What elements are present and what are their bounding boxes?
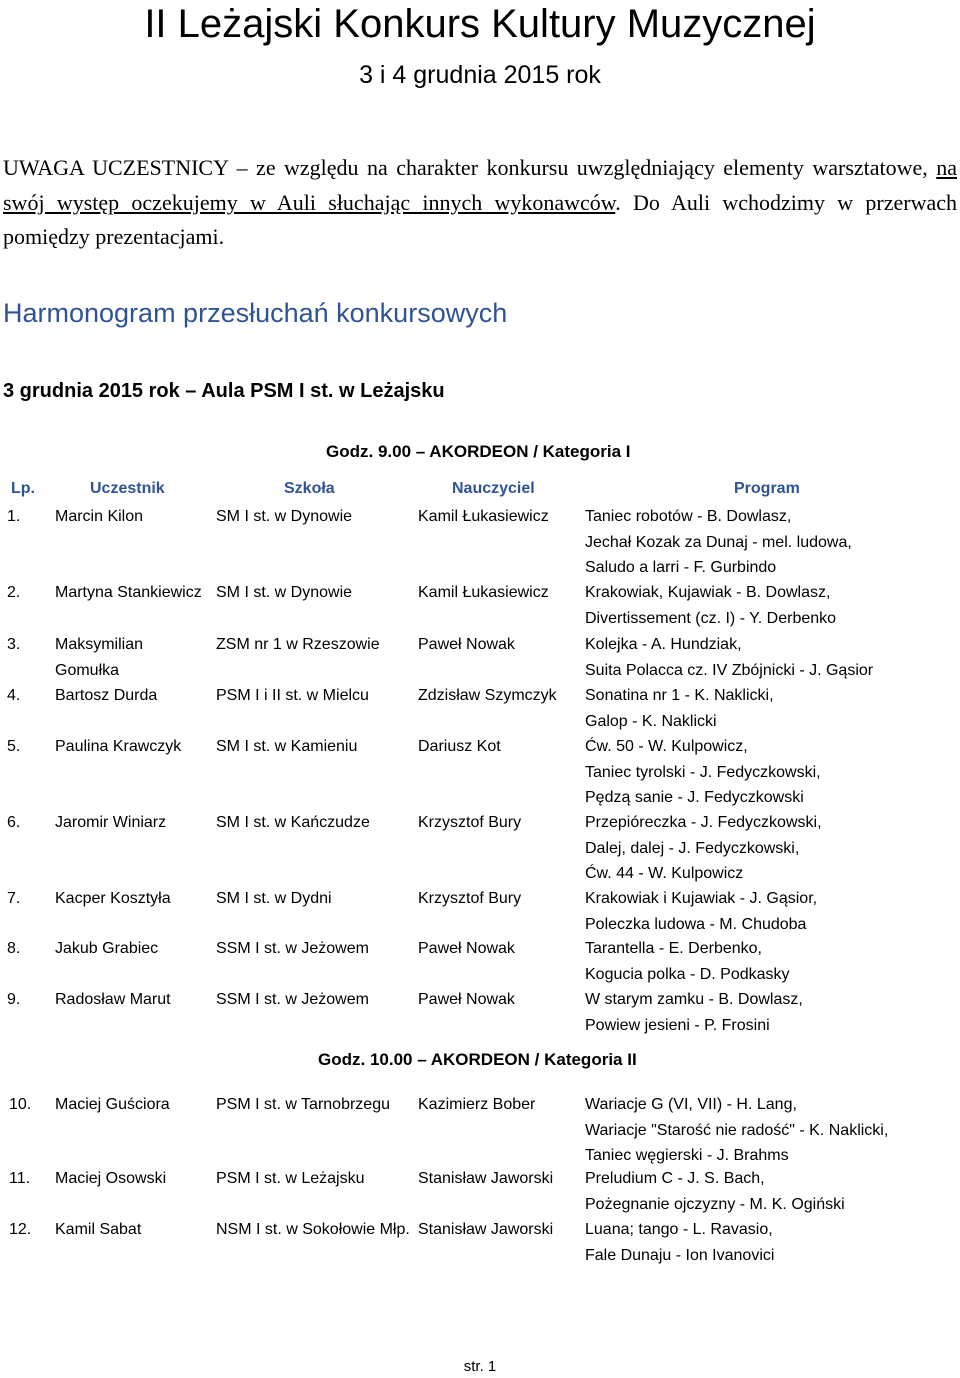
program-list [585,987,960,1038]
school-name: PSM I st. w Leżajsku [216,1170,365,1187]
row-number: 7. [7,890,21,907]
participant-name: Radosław Marut [55,991,171,1008]
participant-name: Martyna Stankiewicz [55,584,202,601]
participant-name: Kamil Sabat [55,1221,142,1238]
participant-name: Maciej Guściora [55,1096,170,1113]
header-participant: Uczestnik [90,480,165,497]
teacher-name: Stanisław Jaworski [418,1170,554,1187]
participant-name: Paulina Krawczyk [55,738,182,755]
program-list [585,734,960,811]
notice-text-1: UWAGA UCZESTNICY – ze względu na charakter konkursu uwzględniający elementy warsztatowe, [3,155,937,180]
program-list [585,580,960,631]
participant-name: Maksymilian Gomułka [55,636,144,679]
school-name: ZSM nr 1 w Rzeszowie [216,636,380,653]
program-item: Jechał Kozak za Dunaj - mel. ludowa, [585,533,852,551]
teacher-name: Kazimierz Bober [418,1096,536,1113]
teacher-name: Paweł Nowak [418,636,515,653]
program-item: Pożegnanie ojczyzny - M. K. Ogiński [585,1195,845,1213]
row-number: 12. [9,1221,32,1238]
header-program: Program [734,480,800,497]
section-heading-category-1: Godz. 9.00 – AKORDEON / Kategoria I [326,442,631,461]
school-name: SM I st. w Dynowie [216,584,353,601]
program-list [585,810,960,887]
page-number: str. 1 [463,1358,497,1375]
program-item: Poleczka ludowa - M. Chudoba [585,915,807,933]
program-item: Krakowiak, Kujawiak - B. Dowlasz, [585,584,831,601]
participant-name: Kacper Kosztyła [55,890,171,907]
teacher-name: Paweł Nowak [418,940,515,957]
program-list [585,1092,960,1169]
program-item: Sonatina nr 1 - K. Naklicki, [585,687,774,704]
row-number: 5. [7,738,21,755]
school-name: SM I st. w Dydni [216,890,332,907]
program-item: Kogucia polka - D. Podkasky [585,965,790,983]
row-number: 6. [7,814,21,831]
row-number: 4. [7,687,21,704]
program-item: Dalej, dalej - J. Fedyczkowski, [585,839,800,857]
teacher-name: Dariusz Kot [418,738,501,755]
program-item: Pędzą sanie - J. Fedyczkowski [585,789,804,806]
teacher-name: Kamil Łukasiewicz [418,508,549,525]
program-item: Krakowiak i Kujawiak - J. Gąsior, [585,890,818,907]
document-subtitle: 3 i 4 grudnia 2015 rok [359,61,601,89]
row-number: 8. [7,940,21,957]
program-list [585,886,960,937]
program-item: Ćw. 50 - W. Kulpowicz, [585,738,748,755]
school-name: PSM I i II st. w Mielcu [216,687,369,704]
program-item: Taniec tyrolski - J. Fedyczkowski, [585,763,821,781]
school-name: NSM I st. w Sokołowie Młp. [216,1221,410,1238]
program-item: Kolejka - A. Hundziak, [585,636,742,653]
program-item: Saludo a larri - F. Gurbindo [585,559,777,576]
day-heading: 3 grudnia 2015 rok – Aula PSM I st. w Leżajsku [3,380,445,402]
program-item: Przepióreczka - J. Fedyczkowski, [585,814,822,831]
section-heading-category-2: Godz. 10.00 – AKORDEON / Kategoria II [318,1050,637,1069]
participant-name: Jakub Grabiec [55,940,159,957]
row-number: 9. [7,991,21,1008]
program-list [585,683,960,734]
participant-notice [3,151,957,255]
program-item: Wariacje "Starość nie radość" - K. Naklicki, [585,1121,889,1139]
program-item: Galop - K. Naklicki [585,712,717,730]
program-item: Wariacje G (VI, VII) - H. Lang, [585,1096,797,1113]
row-number: 3. [7,636,21,653]
program-list [585,632,960,683]
header-teacher: Nauczyciel [452,480,535,497]
document-title: II Leżajski Konkurs Kultury Muzycznej [144,2,816,46]
program-item: Tarantella - E. Derbenko, [585,940,762,957]
school-name: SM I st. w Dynowie [216,508,353,525]
program-item: Suita Polacca cz. IV Zbójnicki - J. Gąsior [585,661,874,679]
teacher-name: Krzysztof Bury [418,814,522,831]
program-item: Ćw. 44 - W. Kulpowicz [585,865,744,882]
teacher-name: Stanisław Jaworski [418,1221,554,1238]
program-item: Taniec robotów - B. Dowlasz, [585,508,792,525]
teacher-name: Paweł Nowak [418,991,515,1008]
participant-name: Marcin Kilon [55,508,144,525]
program-item: Luana; tango - L. Ravasio, [585,1221,773,1238]
school-name: SSM I st. w Jeżowem [216,991,369,1008]
teacher-name: Zdzisław Szymczyk [418,687,557,704]
program-list [585,1217,960,1268]
school-name: PSM I st. w Tarnobrzegu [216,1096,390,1113]
header-school: Szkoła [284,480,335,497]
participant-name: Jaromir Winiarz [55,814,167,831]
notice-underlined-text: na swój występ oczekujemy w Auli słuchając innych wykonawców [3,155,957,215]
program-item: Powiew jesieni - P. Frosini [585,1016,770,1034]
participant-name: Maciej Osowski [55,1170,167,1187]
row-number: 2. [7,584,21,601]
notice-text-2: . Do Auli wchodzimy w przerwach pomiędzy prezentacjami. [3,189,957,249]
program-item: Divertissement (cz. I) - Y. Derbenko [585,609,837,627]
header-lp: Lp. [11,480,35,497]
program-list [585,1166,960,1217]
teacher-name: Krzysztof Bury [418,890,522,907]
school-name: SSM I st. w Jeżowem [216,940,369,957]
teacher-name: Kamil Łukasiewicz [418,584,549,601]
program-item: Fale Dunaju - Ion Ivanovici [585,1246,775,1264]
row-number: 1. [7,508,21,525]
program-item: Preludium C - J. S. Bach, [585,1170,765,1187]
row-number: 10. [9,1096,32,1113]
schedule-heading: Harmonogram przesłuchań konkursowych [3,298,508,328]
school-name: SM I st. w Kańczudze [216,814,370,831]
program-list [585,504,960,581]
row-number: 11. [9,1170,31,1187]
program-item: Taniec węgierski - J. Brahms [585,1147,789,1164]
school-name: SM I st. w Kamieniu [216,738,358,755]
participant-name: Bartosz Durda [55,687,158,704]
program-item: W starym zamku - B. Dowlasz, [585,991,803,1008]
program-list [585,936,960,987]
